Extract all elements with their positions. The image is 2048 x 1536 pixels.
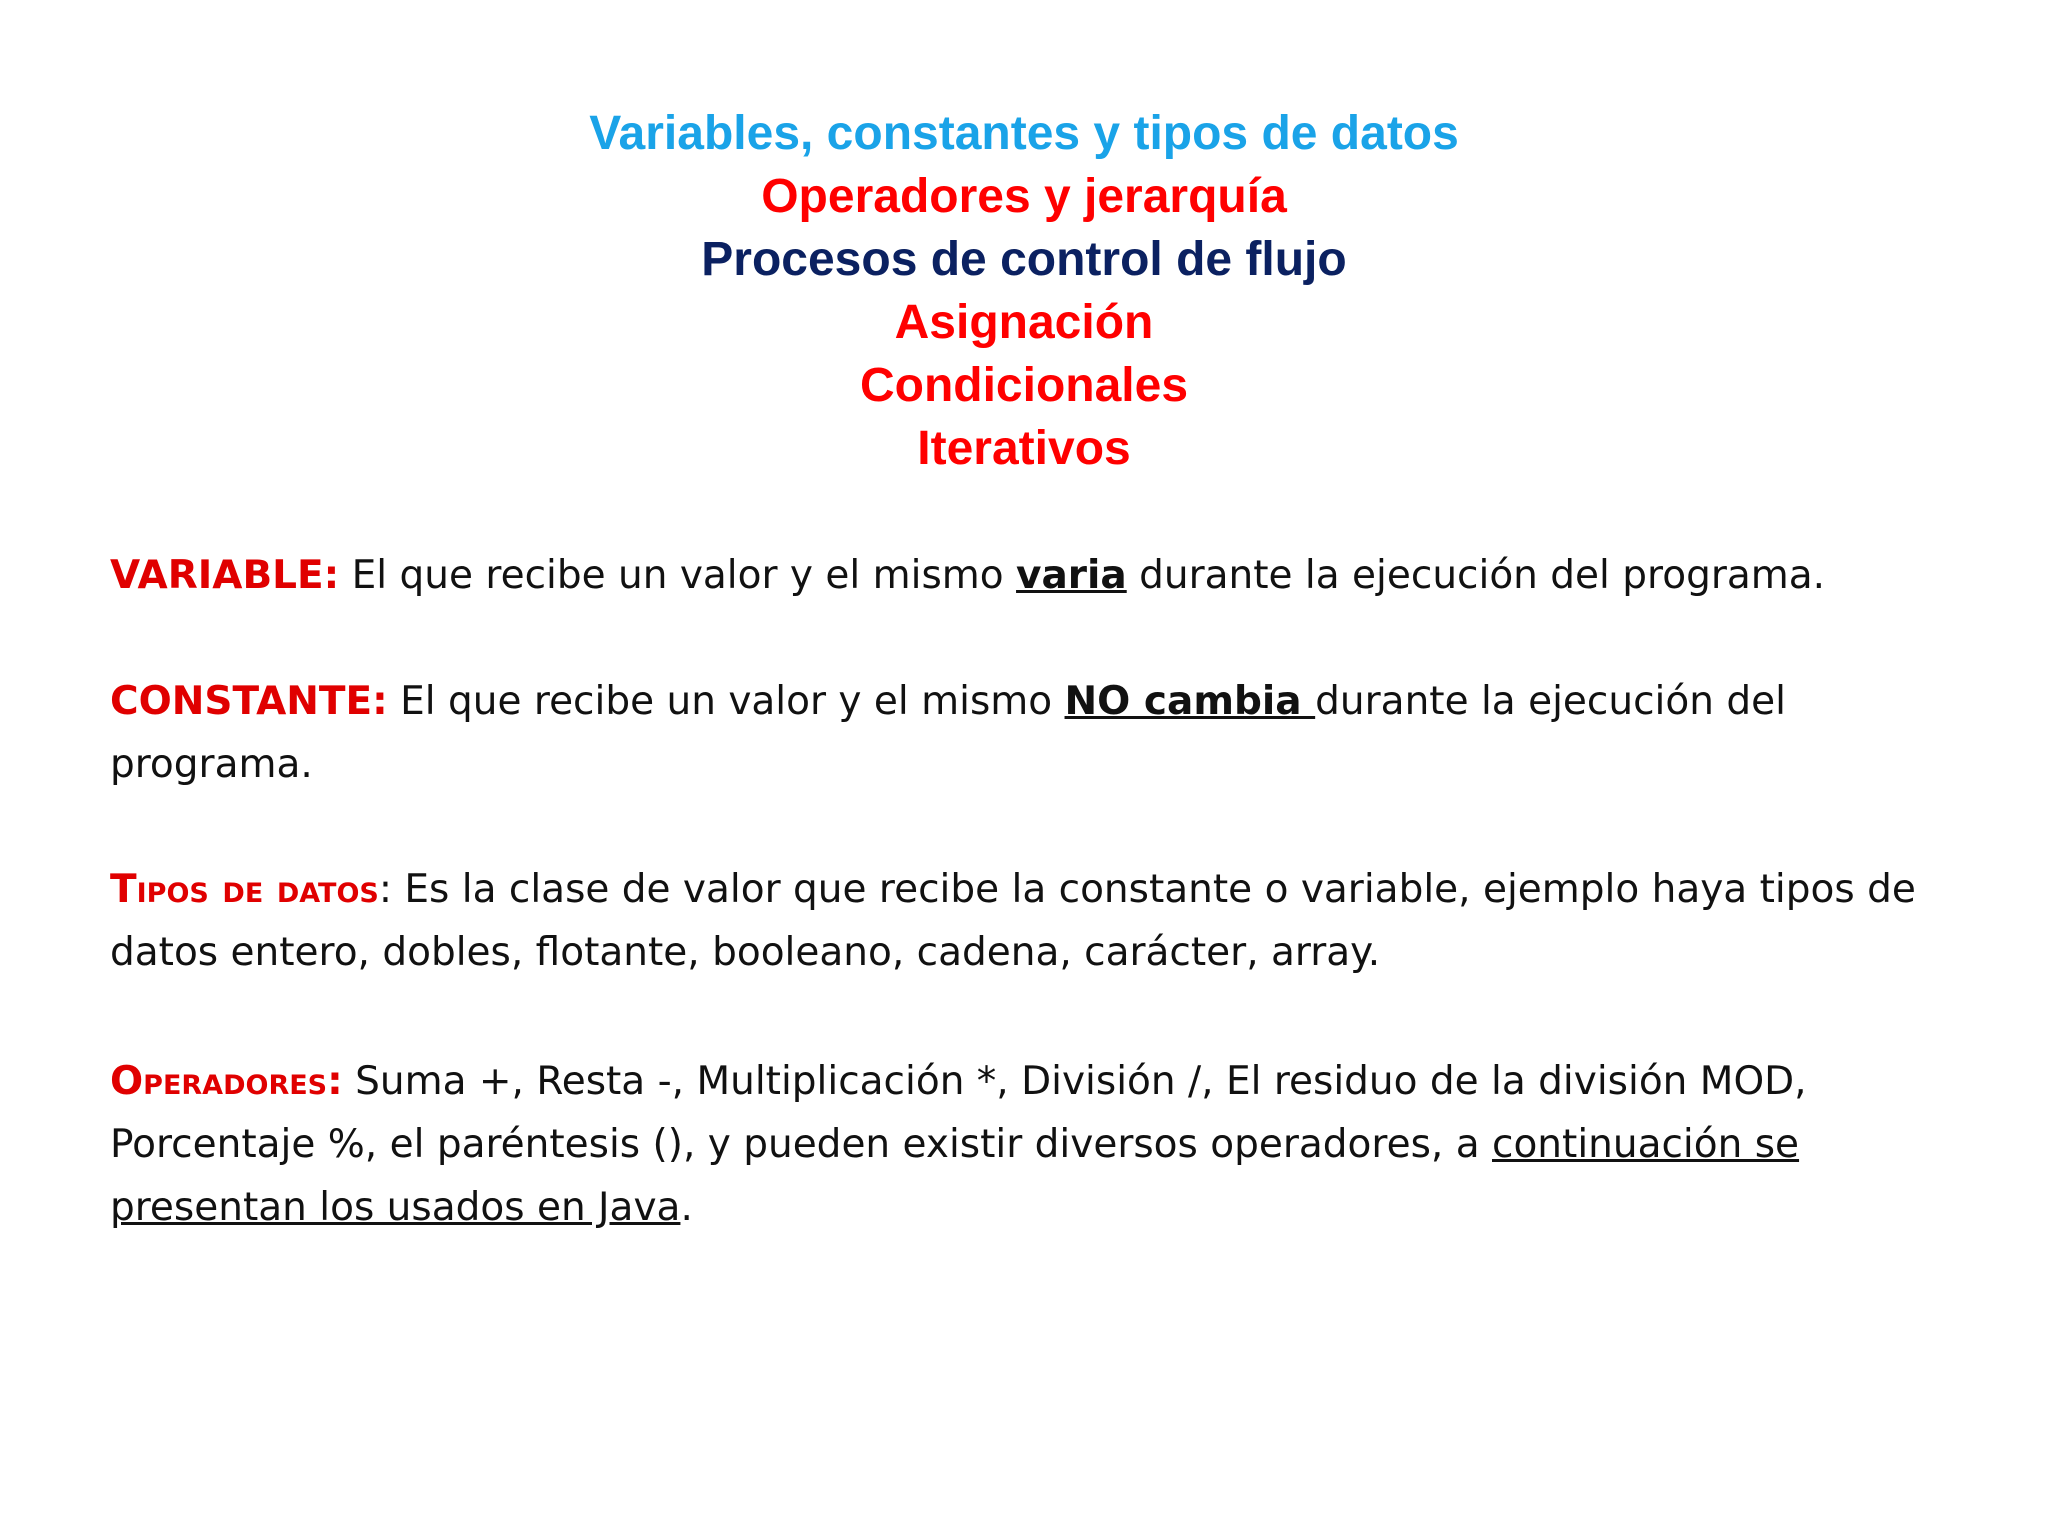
constante-text-before: El que recibe un valor y el mismo	[387, 679, 1065, 724]
title-line-operadores: Operadores y jerarquía	[761, 170, 1287, 223]
paragraph-constante	[110, 670, 1970, 796]
tipos-text: Es la clase de valor que recibe la constante o variable, ejemplo haya tipos de datos entero, dobles, flotante, booleano, cadena, carácter, array.	[110, 867, 1916, 975]
term-operadores: Operadores:	[110, 1059, 343, 1104]
operadores-underlined: continuación se presentan los usados en Java	[110, 1122, 1800, 1230]
title-line-procesos: Procesos de control de flujo	[701, 233, 1347, 286]
constante-emphasis: NO cambia	[1064, 679, 1316, 724]
paragraph-tipos-de-datos	[110, 858, 1970, 984]
title-line-iterativos: Iterativos	[917, 422, 1131, 475]
term-tipos-de-datos: Tipos de datos	[110, 867, 379, 912]
slide-title-block	[0, 102, 2048, 480]
title-line-variables: Variables, constantes y tipos de datos	[589, 107, 1459, 160]
tipos-colon: :	[378, 867, 393, 912]
title-line-asignacion: Asignación	[894, 296, 1154, 349]
paragraph-operadores	[110, 1050, 1970, 1239]
variable-emphasis: varia	[1016, 553, 1127, 598]
constante-text-after: durante la ejecución del programa.	[110, 679, 1786, 787]
term-constante: CONSTANTE:	[110, 679, 388, 724]
title-line-condicionales: Condicionales	[859, 359, 1189, 412]
variable-text-after: durante la ejecución del programa.	[1126, 553, 1826, 598]
term-variable: VARIABLE:	[110, 553, 340, 598]
operadores-text-before: Suma +, Resta -, Multiplicación *, División /, El residuo de la división MOD, Porcentaje %, el paréntesis (), y pueden existir diversos operadores, a	[110, 1059, 1807, 1167]
operadores-text-after: .	[680, 1185, 693, 1230]
paragraph-variable	[110, 544, 1970, 607]
variable-text-before: El que recibe un valor y el mismo	[339, 553, 1017, 598]
